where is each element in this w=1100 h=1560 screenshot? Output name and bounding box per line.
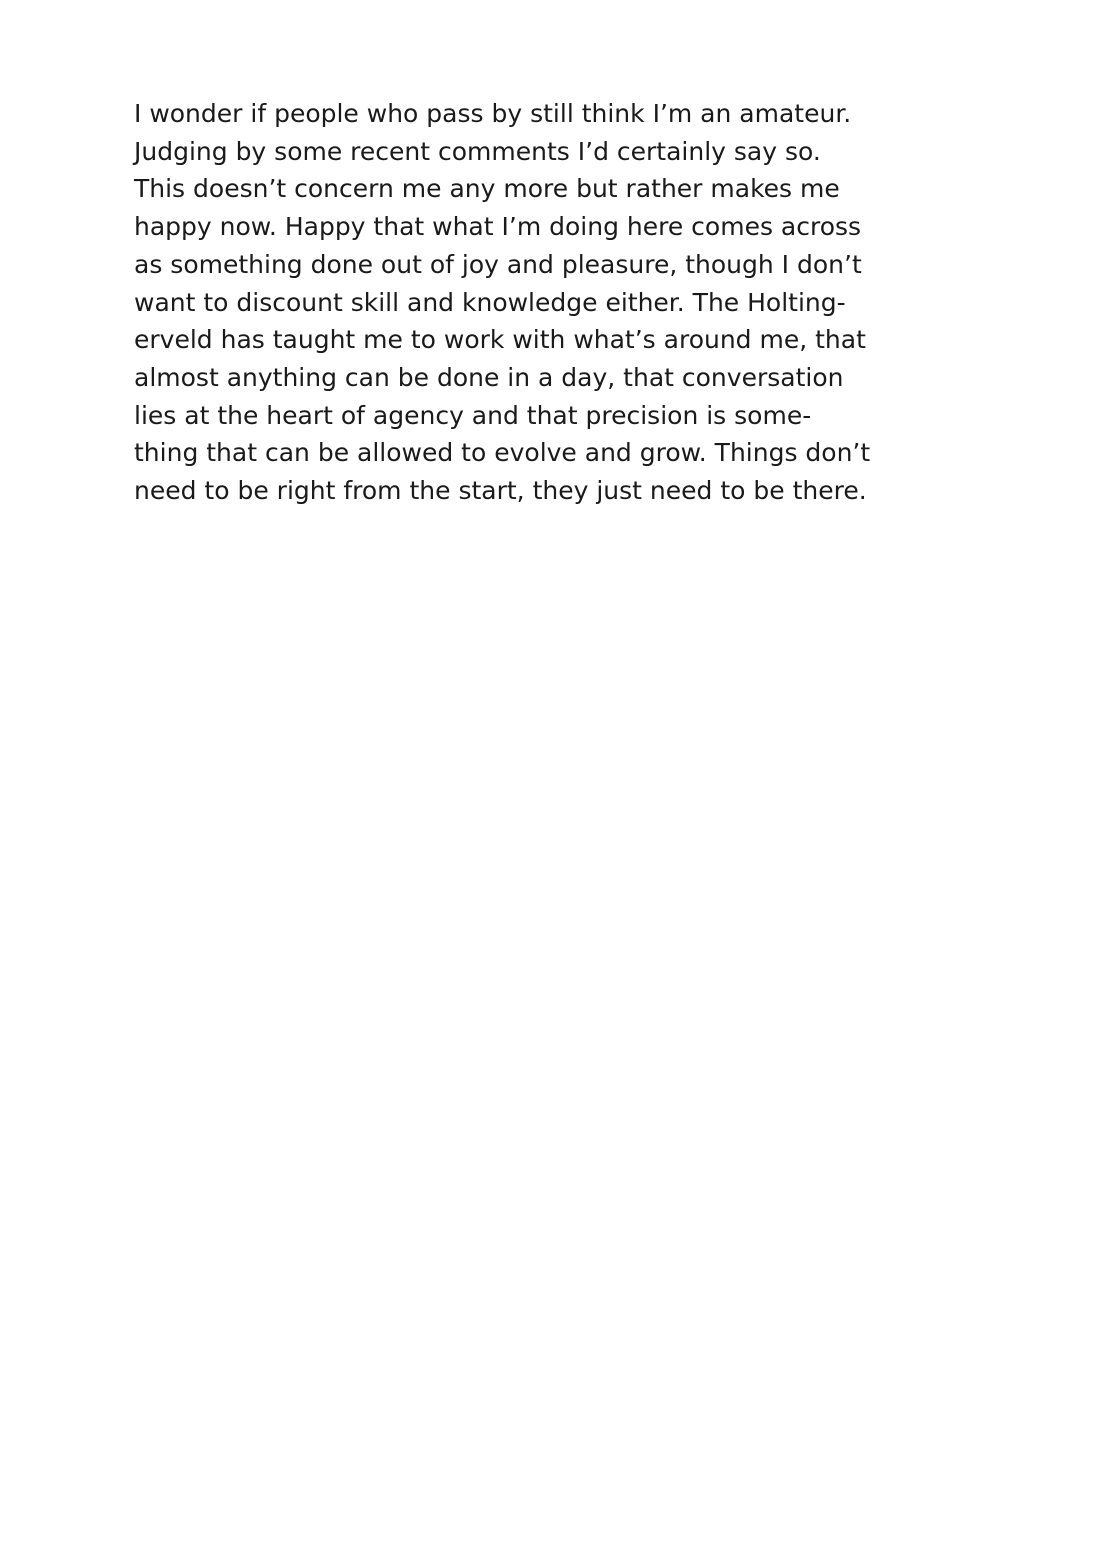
body-paragraph — [134, 95, 1014, 510]
paragraph-line-9: lies at the heart of agency and that precision is some- — [134, 400, 812, 430]
paragraph-line-7: erveld has taught me to work with what’s around me, that — [134, 325, 866, 355]
paragraph-line-4: happy now. Happy that what I’m doing here comes across — [134, 212, 862, 242]
paragraph-line-1: I wonder if people who pass by still think I’m an amateur. — [134, 99, 852, 128]
paragraph-line-8: almost anything can be done in a day, that conversation — [134, 362, 844, 392]
paragraph-line-11: need to be right from the start, they just need to be there. — [134, 476, 867, 506]
paragraph-line-3: This doesn’t concern me any more but rather makes me — [134, 174, 840, 204]
paragraph-line-6: want to discount skill and knowledge either. The Holting- — [134, 287, 846, 317]
paragraph-line-5: as something done out of joy and pleasure, though I don’t — [134, 249, 862, 279]
paragraph-line-10: thing that can be allowed to evolve and grow. Things don’t — [134, 438, 871, 468]
paragraph-line-2: Judging by some recent comments I’d certainly say so. — [134, 136, 821, 166]
